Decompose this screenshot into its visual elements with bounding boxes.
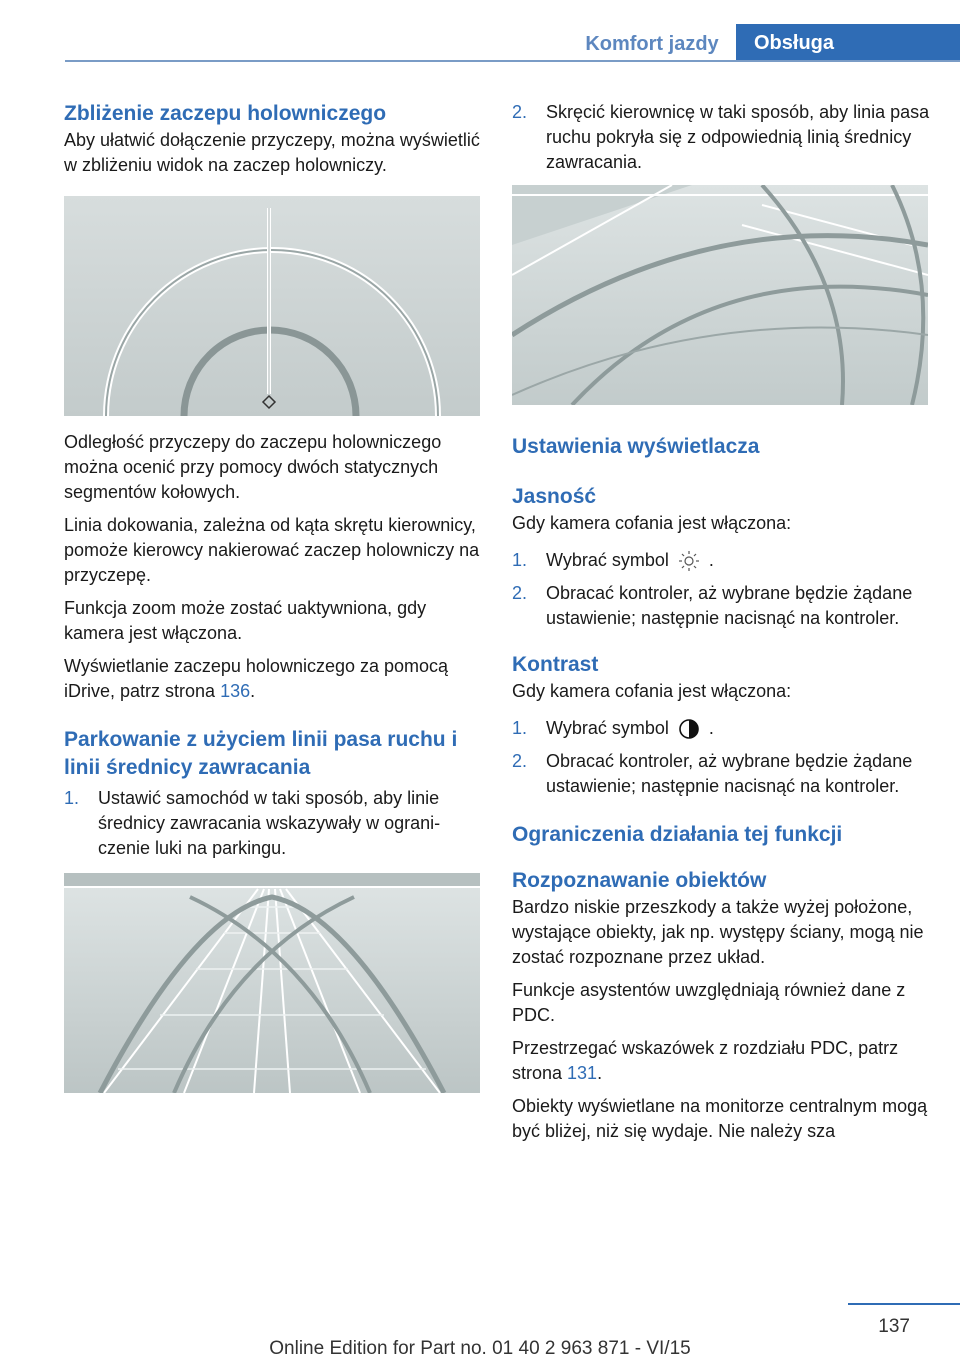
- list-item: 2. Obracać kontroler, aż wybrane będzie żądane ustawienie; następnie nacisnąć na kontroler.: [512, 751, 913, 796]
- para-idrive: Wyświetlanie zaczepu holowniczego za pomocą iDrive, patrz strona 136.: [64, 656, 449, 701]
- hitch-zoom-graphic: [64, 196, 480, 416]
- page-number: 137: [878, 1316, 910, 1337]
- sun-icon: [678, 550, 700, 572]
- page-link-131[interactable]: 131: [567, 1063, 598, 1083]
- rec-para4: Obiekty wyświetlane na monitorze centralnym mogą być bliżej, niż się wydaje. Nie należy sza: [512, 1096, 928, 1141]
- turning-circle-graphic: [512, 185, 928, 405]
- contrast-intro: Gdy kamera cofania jest włączona:: [512, 681, 792, 701]
- rec-para1: Bardzo niskie przeszkody a także wyżej położone, wystające obiekty, jak np. występy ściany, mogą nie zostać rozpoznane przez układ.: [512, 897, 924, 967]
- hitch-heading: Zbliżenie zaczepu holowniczego: [64, 102, 387, 125]
- brightness-steps: [512, 548, 930, 631]
- lane-lines-image: [64, 873, 480, 1093]
- para-zoom: Funkcja zoom może zostać uaktywniona, gdy kamera jest włączona.: [64, 598, 427, 643]
- contrast-steps: [512, 716, 930, 799]
- rec-para2: Funkcje asystentów uwzględniają również dane z PDC.: [512, 980, 906, 1025]
- list-item: 1. Ustawić samochód w taki sposób, aby linie średnicy zawracania wskazywały w ograniczenie luki na parkingu.: [64, 788, 441, 858]
- rec-para3: Przestrzegać wskazówek z rozdziału PDC, patrz strona 131.: [512, 1038, 899, 1083]
- left-column: [64, 100, 482, 1093]
- footer-rule: [848, 1303, 960, 1305]
- brightness-heading: Jasność: [512, 485, 597, 508]
- parking-steps-left: [64, 786, 482, 861]
- tab-obsluga[interactable]: Obsługa: [736, 24, 960, 62]
- right-column: [512, 100, 930, 1152]
- tab-komfort-jazdy[interactable]: Komfort jazdy: [585, 33, 719, 55]
- edition-footer: Online Edition for Part no. 01 40 2 963 871 - VI/15: [269, 1338, 691, 1359]
- parking-heading: Parkowanie z użyciem linii pasa ruchu i linii średnicy zawracania: [64, 728, 458, 779]
- recognition-heading: Rozpoznawanie obiektów: [512, 869, 767, 892]
- list-item: 2. Obracać kontroler, aż wybrane będzie żądane ustawienie; następnie nacisnąć na kontroler.: [512, 583, 913, 628]
- contrast-heading: Kontrast: [512, 653, 599, 676]
- lane-lines-graphic: [64, 873, 480, 1093]
- turning-circle-image: [512, 185, 928, 405]
- para-docking-line: Linia dokowania, zależna od kąta skrętu kierownicy, pomoże kierowcy nakierować zaczep holowniczy na przyczepę.: [64, 515, 480, 585]
- brightness-intro: Gdy kamera cofania jest włączona:: [512, 513, 792, 533]
- header-rule: [65, 60, 960, 62]
- parking-steps-right: [512, 100, 930, 175]
- list-item: 1. Wybrać symbol .: [512, 716, 930, 741]
- contrast-icon: [678, 718, 700, 740]
- display-settings-heading: Ustawienia wyświetlacza: [512, 435, 760, 458]
- hitch-zoom-image: [64, 196, 480, 416]
- hitch-intro: Aby ułatwić dołączenie przyczepy, można wyświetlić w zbliżeniu widok na zaczep holowniczy.: [64, 130, 480, 175]
- page-link-136[interactable]: 136: [220, 681, 251, 701]
- limits-heading: Ograniczenia działania tej funkcji: [512, 823, 843, 846]
- para-distance: Odległość przyczepy do zaczepu holowniczego można ocenić przy pomocy dwóch statycznych segmentów kołowych.: [64, 432, 442, 502]
- list-item: 1. Wybrać symbol .: [512, 548, 930, 573]
- list-item: 2. Skręcić kierownicę w taki sposób, aby linia pasa ruchu pokryła się z odpowiednią linią średnicy zawracania.: [512, 102, 930, 172]
